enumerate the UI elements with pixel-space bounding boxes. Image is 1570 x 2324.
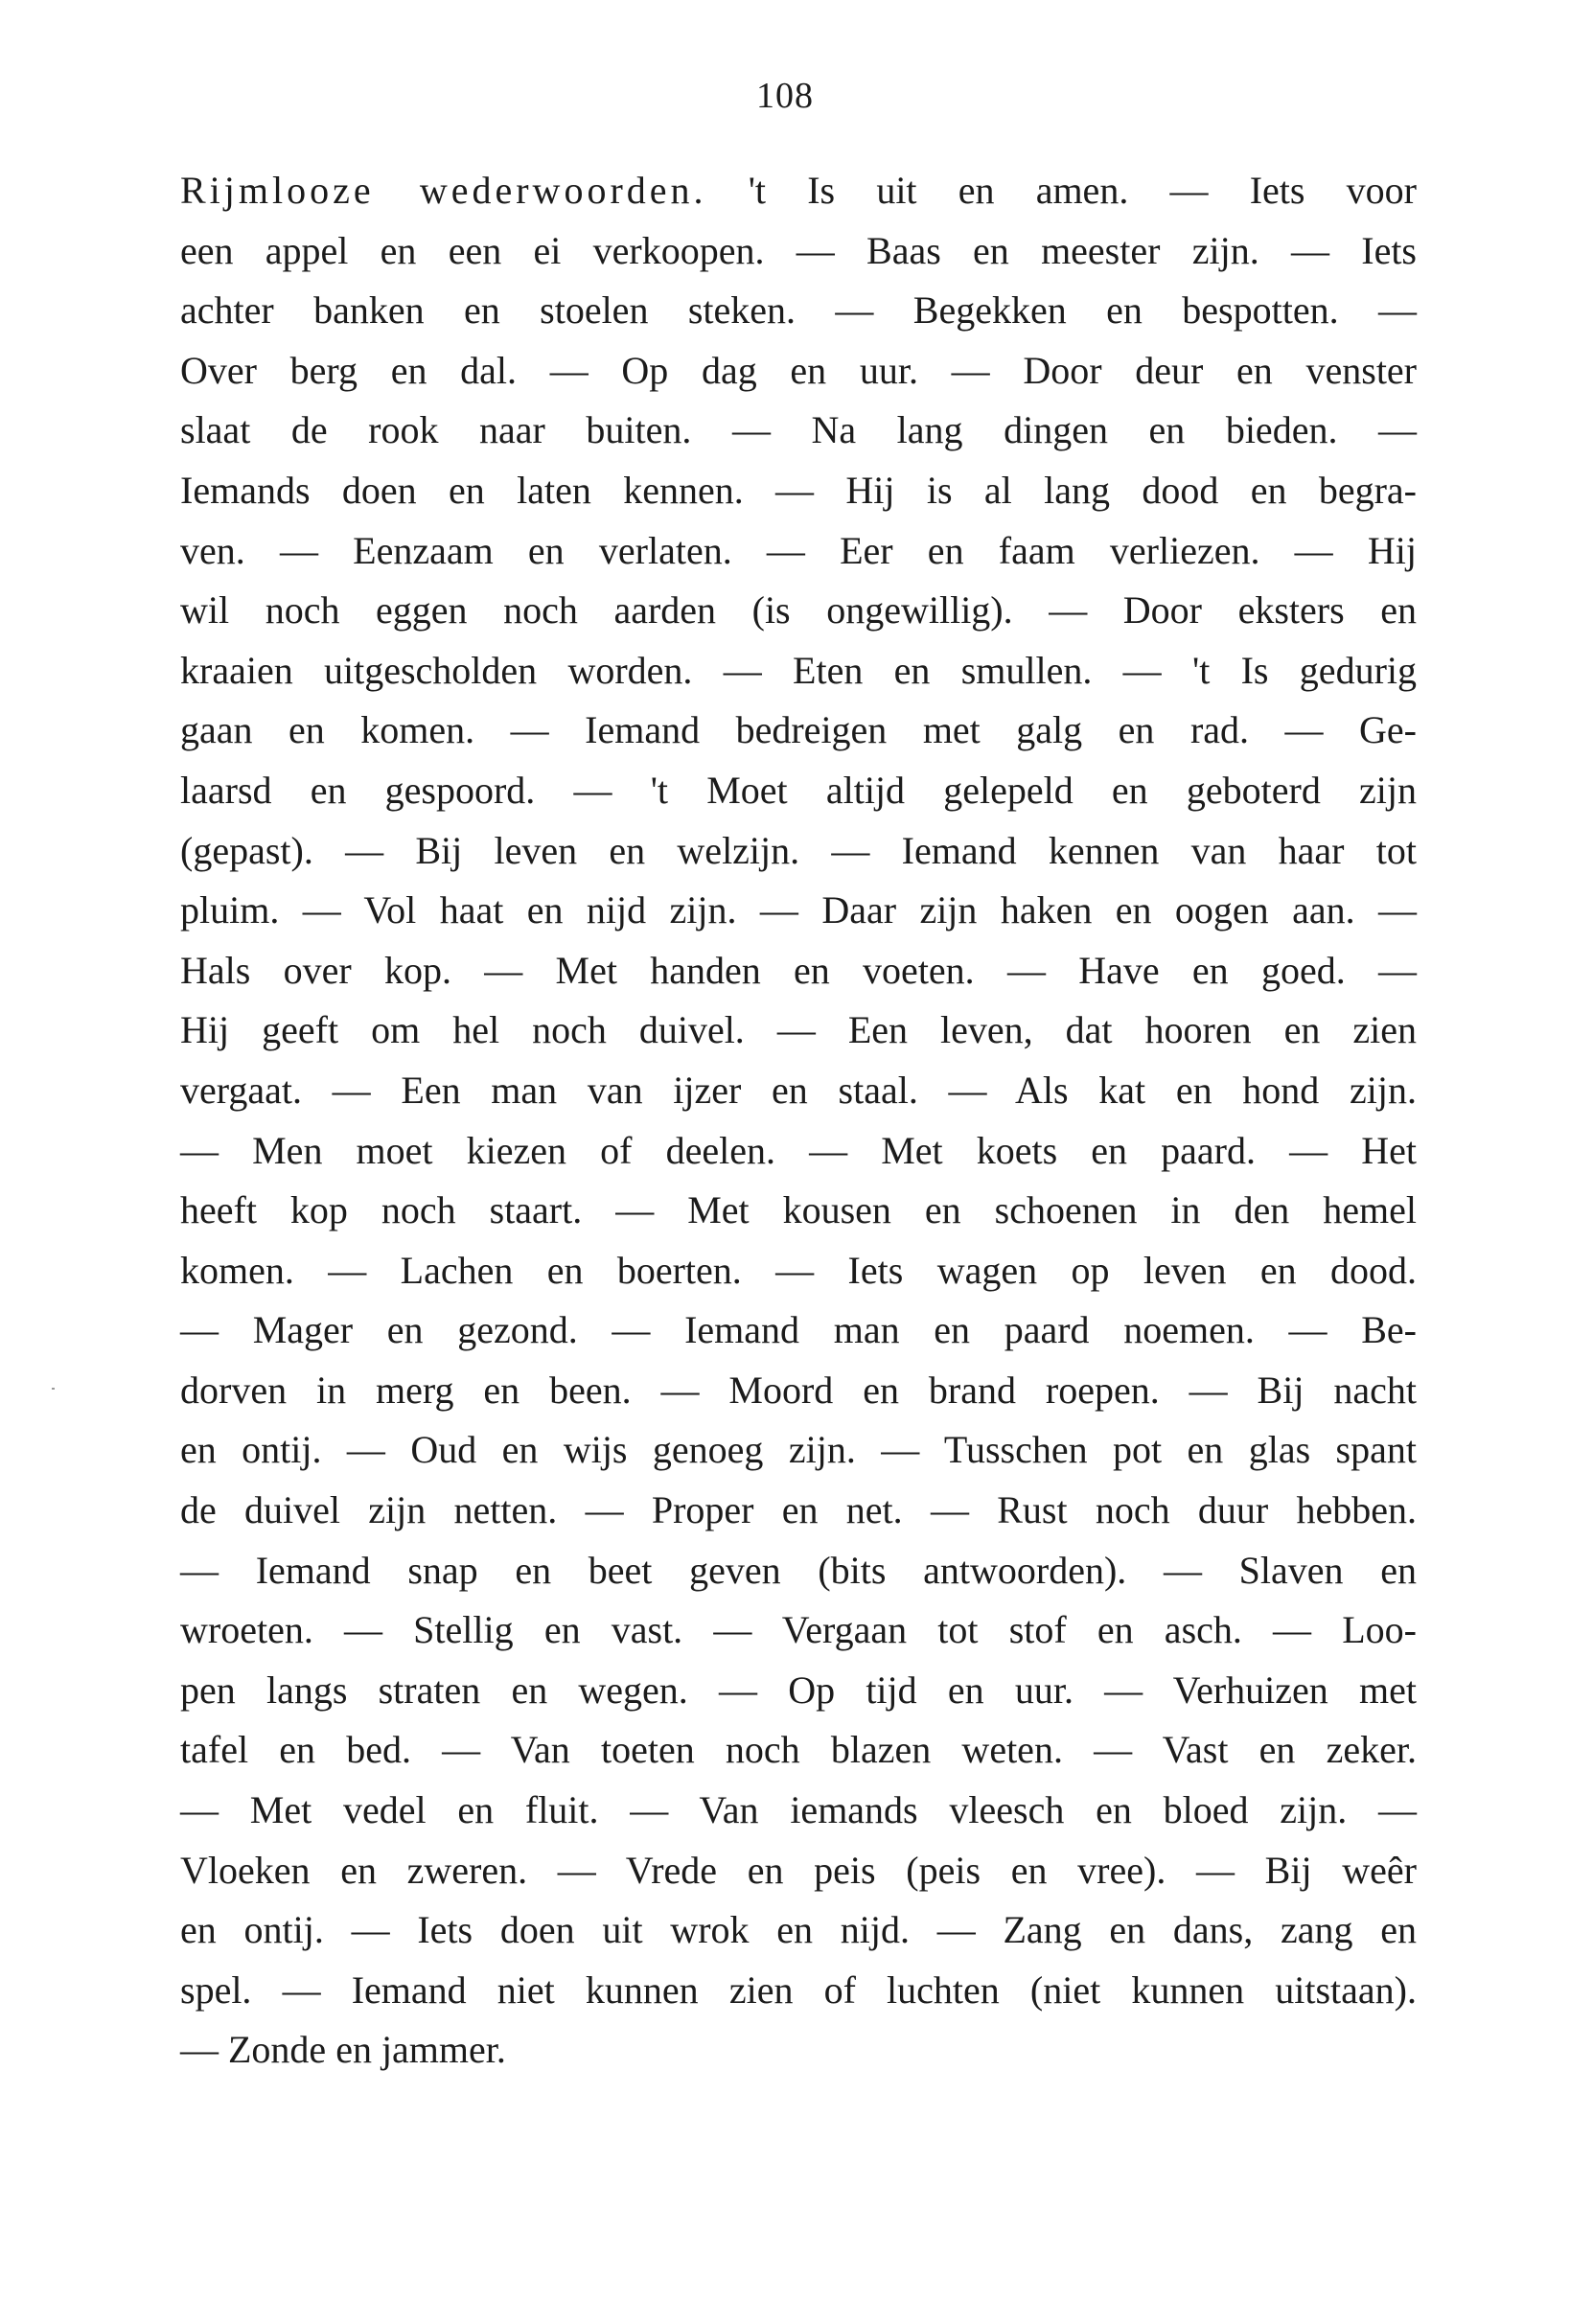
text-line: wroeten. — Stellig en vast. — Vergaan tot stof en asch. — Loo- bbox=[180, 1608, 1417, 1652]
text-line: kraaien uitgescholden worden. — Eten en smullen. — 't Is gedurig bbox=[180, 648, 1417, 692]
text-line: achter banken en stoelen steken. — Begekken en bespotten. — bbox=[180, 288, 1417, 333]
text-line: wil noch eggen noch aarden (is ongewillig). — Door eksters en bbox=[180, 588, 1417, 633]
page-number: 108 bbox=[756, 76, 814, 116]
text-line: (gepast). — Bij leven en welzijn. — Iemand kennen van haar tot bbox=[180, 828, 1417, 872]
body-text bbox=[180, 161, 1417, 2081]
text-line: — Men moet kiezen of deelen. — Met koets en paard. — Het bbox=[180, 1128, 1417, 1172]
text-line: spel. — Iemand niet kunnen zien of luchten (niet kunnen uitstaan). bbox=[180, 1967, 1417, 2012]
text-line: Over berg en dal. — Op dag en uur. — Door deur en venster bbox=[180, 348, 1417, 392]
paper-speck bbox=[52, 1388, 55, 1390]
text-line: en ontij. — Oud en wijs genoeg zijn. — Tusschen pot en glas spant bbox=[180, 1428, 1417, 1472]
text-line: Iemands doen en laten kennen. — Hij is al lang dood en begra- bbox=[180, 468, 1417, 512]
text-line: de duivel zijn netten. — Proper en net. — Rust noch duur hebben. bbox=[180, 1488, 1417, 1532]
text-line: heeft kop noch staart. — Met kousen en schoenen in den hemel bbox=[180, 1188, 1417, 1232]
text-line: pluim. — Vol haat en nijd zijn. — Daar zijn haken en oogen aan. — bbox=[180, 888, 1417, 932]
text-line: dorven in merg en been. — Moord en brand roepen. — Bij nacht bbox=[180, 1368, 1417, 1412]
heading-word: Rijmlooze wederwoorden. bbox=[180, 169, 707, 212]
text-line: Vloeken en zweren. — Vrede en peis (peis en vree). — Bij weêr bbox=[180, 1848, 1417, 1892]
text-line: tafel en bed. — Van toeten noch blazen weten. — Vast en zeker. bbox=[180, 1728, 1417, 1772]
text-line: pen langs straten en wegen. — Op tijd en uur. — Verhuizen met bbox=[180, 1668, 1417, 1712]
text-line: laarsd en gespoord. — 't Moet altijd gelepeld en geboterd zijn bbox=[180, 768, 1417, 812]
text-line: — Zonde en jammer. bbox=[180, 2028, 506, 2072]
text-line: slaat de rook naar buiten. — Na lang dingen en bieden. — bbox=[180, 408, 1417, 452]
text-line: — Met vedel en fluit. — Van iemands vleesch en bloed zijn. — bbox=[180, 1788, 1417, 1832]
text-line: — Mager en gezond. — Iemand man en paard noemen. — Be- bbox=[180, 1308, 1417, 1352]
text-line: en ontij. — Iets doen uit wrok en nijd. — Zang en dans, zang en bbox=[180, 1908, 1417, 1952]
text-line: Hij geeft om hel noch duivel. — Een leven, dat hooren en zien bbox=[180, 1008, 1417, 1052]
text-line: gaan en komen. — Iemand bedreigen met galg en rad. — Ge- bbox=[180, 708, 1417, 752]
text-line: — Iemand snap en beet geven (bits antwoorden). — Slaven en bbox=[180, 1548, 1417, 1592]
text-line: een appel en een ei verkoopen. — Baas en meester zijn. — Iets bbox=[180, 228, 1417, 272]
text-line bbox=[180, 161, 1417, 221]
text-line: vergaat. — Een man van ijzer en staal. — Als kat en hond zijn. bbox=[180, 1068, 1417, 1112]
text-line-content: 't Is uit en amen. — Iets voor bbox=[706, 169, 1417, 212]
text-line: Hals over kop. — Met handen en voeten. — Have en goed. — bbox=[180, 948, 1417, 992]
text-line: ven. — Eenzaam en verlaten. — Eer en faam verliezen. — Hij bbox=[180, 528, 1417, 572]
text-line: komen. — Lachen en boerten. — Iets wagen op leven en dood. bbox=[180, 1248, 1417, 1292]
